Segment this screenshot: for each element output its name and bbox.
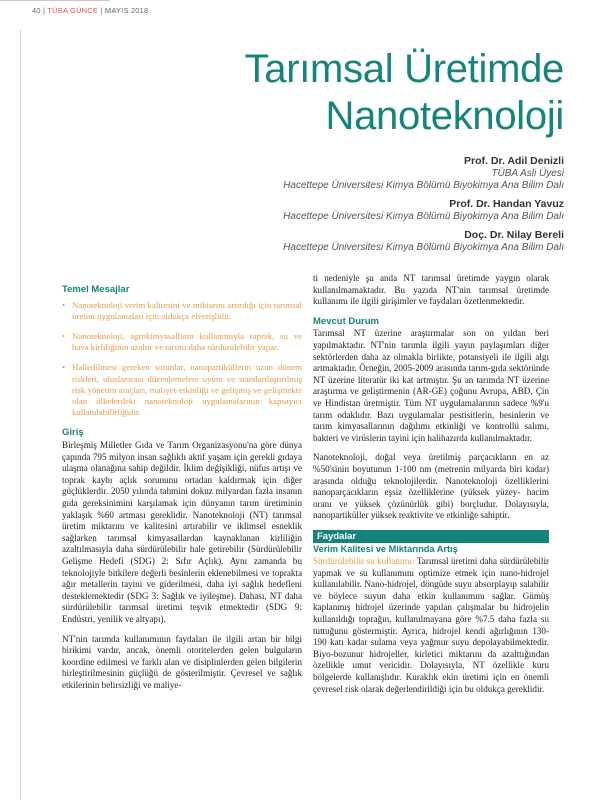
margin-rule — [20, 30, 21, 800]
key-message-text: Halledilmesi gereken sorunlar, nanopartiküllerin uzun dönem riskleri, uluslararası düzenlemelere uyum ve standartlaştırılmış risk yönetim araçları, maliyet-etkinliği ve gelişmiş ve gelişmekte olan ülkelerdeki nanoteknoloji uygulamalarının kapsayıcı kullanılabilirliğidir. — [72, 362, 302, 418]
benefits-band: Faydalar — [313, 530, 549, 544]
running-header — [0, 0, 600, 18]
article-title — [245, 46, 564, 140]
current-status-paragraph: Tarımsal NT üzerine araştırmalar son on yıldan beri yapılmaktadır. NT'nin tarımla ilgili yayın paylaşımları diğer sektörlerden daha az olmakla birlikte, potansiyeli ile ilgili algı artmaktadır. Örneğin, 2005-2009 arasında tarım-gıda sektöründe NT üzerine literatür iki kat artmıştır. Şu an tarımda NT üzerine araştırma ve geliştirmenin (AR-GE) çoğunu Avrupa, ABD, Çin ve Hindistan üretmiştir. Tüm NT uygulamalarının sadece %9'u tarım odaklıdır. Bazı uygulamalar pestisitlerin, besinlerin ve tarım kimyasallarının dağılımı etkinliği ve kontrollü salımı, bakteri ve virüslerin tayini için halihazırda kullanılmaktadır. — [313, 328, 549, 443]
intro-paragraph: NT'nin tarımda kullanımının faydaları ile ilgili artan bir bilgi birikimi vardır, ancak, önemli otoritelerden gelen bulguların koordine edilmesi ve farklı alan ve disiplinlerden gelen bilgilerin birleştirilmesinin güçlüğü de gösterilmiştir. Çevresel ve sağlık etkilerinin belirsizliği ve maliye- — [62, 633, 302, 690]
title-line-2: Nanoteknoloji — [325, 94, 564, 138]
author-name: Prof. Dr. Handan Yavuz — [449, 198, 564, 210]
magazine-brand: TÜBA GÜNCE — [47, 6, 99, 15]
intro-paragraph: Birleşmiş Milletler Gıda ve Tarım Organizasyonu'na göre dünya çapında 795 milyon insan sağlıklı aktif yaşam için gerekli gıdaya ulaşma olanağına sahip değildir. İklim değişikliği, nüfus artışı ve toprak kaybı açlık sorununu ortadan kaldırmak için diğer güçlüklerdir. 2050 yılında tahmini dokuz milyardan fazla insanın gıda gereksinimini karşılamak için dünyanın tarım üretiminin yaklaşık %60 artması gereklidir. Nanoteknoloji (NT) tarımsal üretim miktarını ve kalitesini artırabilir ve iklimsel esneklik sağlarken tarımsal kimyasallardan kaynaklanan kirliliğin azaltılmasıyla daha sürdürülebilir hale getirebilir (Sürdürülebilir Gelişme Hedefi (SDG) 2: Sıfır Açlık). Aynı zamanda bu teknolojiyle bitkilere değerli besinlerin eklenebilmesi ve toprakta ağır metallerin tayini ve giderilmesi, daha iyi sağlık hedefleni desteklemektedir (SDG 3: Sağlık ve iyileşme). Dahası, NT daha sürdürülebilir tarımsal üretimi teşvik etmektedir (SDG 9: Endüstri, yenilik ve altyapı). — [62, 440, 302, 624]
page-number: 40 — [32, 6, 41, 15]
bullet-icon: • — [62, 299, 66, 310]
author-affiliation: Hacettepe Üniversitesi Kimya Bölümü Biyokimya Ana Bilim Dalı — [283, 242, 564, 253]
key-message-item — [62, 362, 302, 418]
intro-continuation: ti nedeniyle şu anda NT tarımsal üretimde yaygın olarak kullanılmamaktadır. Bu yazıda NT'nin tarımsal üretimde kullanımı ile ilgili girişimler ve faydaları özetlenmektedir. — [313, 273, 549, 307]
benefits-subheading: Verim Kalitesi ve Miktarında Artış — [313, 544, 458, 555]
benefits-lead: Sürdürülebilir su kullanımı: — [313, 556, 415, 567]
key-messages-box — [62, 284, 302, 418]
folio — [32, 6, 148, 15]
current-status-heading: Mevcut Durum — [313, 315, 379, 327]
key-messages-heading: Temel Mesajlar — [62, 284, 130, 295]
header-rule — [0, 0, 110, 1]
author-affiliation: Hacettepe Üniversitesi Kimya Bölümü Biyokimya Ana Bilim Dalı — [283, 211, 564, 222]
author-affiliation: Hacettepe Üniversitesi Kimya Bölümü Biyokimya Ana Bilim Dalı — [283, 180, 564, 191]
current-status-paragraph: Nanoteknoloji, doğal veya üretilmiş parçacıkların en az %50'sinin boyutunun 1-100 nm (metrenin milyarda biri kadar) arasında olduğu teknolojilerdir. Nanoteknoloji özelliklerini nanoparçacıkların eşsiz özelliklerine (yüksek yüzey- hacim oranı ve yüksek çözünürlük gibi) borçludur. Dolayısıyla, nanopartiküller yüksek reaktivite ve etkinliğe sahiptir. — [313, 452, 549, 521]
bullet-icon: • — [62, 362, 66, 373]
author-name: Doç. Dr. Nilay Bereli — [464, 229, 564, 241]
intro-heading: Giriş — [62, 427, 84, 439]
right-column — [313, 273, 549, 703]
folio-separator: | — [43, 6, 46, 15]
key-message-item — [62, 300, 302, 322]
key-message-item — [62, 331, 302, 353]
key-messages-list — [62, 300, 302, 419]
benefits-text: Tarımsal üretimi daha sürdürülebilir yapmak ve su kullanımını optimize etmek için nano-hidrojel kullanılabilir. Nano-hidrojel, döngüde suyu absorplayıp salabilir ve böylece suyun daha etkin kullanımını sağlar. Gümüş kaplanmış hidrojel üzerinde yapılan çalışmalar bu hidrojelin kullanıldığı toprağın, kullanılmayana göre %7.5 daha fazla su tuttuğunu göstermiştir. Ayrıca, hidrojel kendi ağırlığının 130-190 katı kadar sulama veya yağmur suyu depolayabilmektedir. Biyo-bozunur hidrojeller, kirletici miktarını da azalttığından özellikle umut vericidir. Dolayısıyla, NT özellikle kuru bölgelerde kullanışlıdır. Kuraklık ekin üretimi için en önemli çevresel risk olarak değerlendirildiği için bu oldukça gereklidir. — [313, 556, 549, 694]
author-block — [134, 154, 564, 254]
benefits-paragraph — [313, 556, 549, 695]
folio-separator-2: | — [100, 6, 103, 15]
left-column — [62, 284, 302, 699]
author-affiliation: TÜBA Asli Üyesi — [491, 168, 564, 179]
author-name: Prof. Dr. Adil Denizli — [464, 155, 564, 167]
title-line-1: Tarımsal Üretimde — [244, 47, 564, 91]
issue-date: MAYIS 2018 — [104, 6, 149, 15]
bullet-icon: • — [62, 331, 66, 341]
key-message-text: Nanoteknoloji verim kalitesini ve miktarını artırdığı için tarımsal üretim uygulamaları için oldukça elverişlidir. — [72, 299, 302, 321]
key-message-text: Nanoteknoloji, agrokimyasalların kullanımıyla toprak, su ve hava kirliliğinin azaltır ve tarımı daha sürdürülebilir yapar. — [72, 331, 302, 353]
